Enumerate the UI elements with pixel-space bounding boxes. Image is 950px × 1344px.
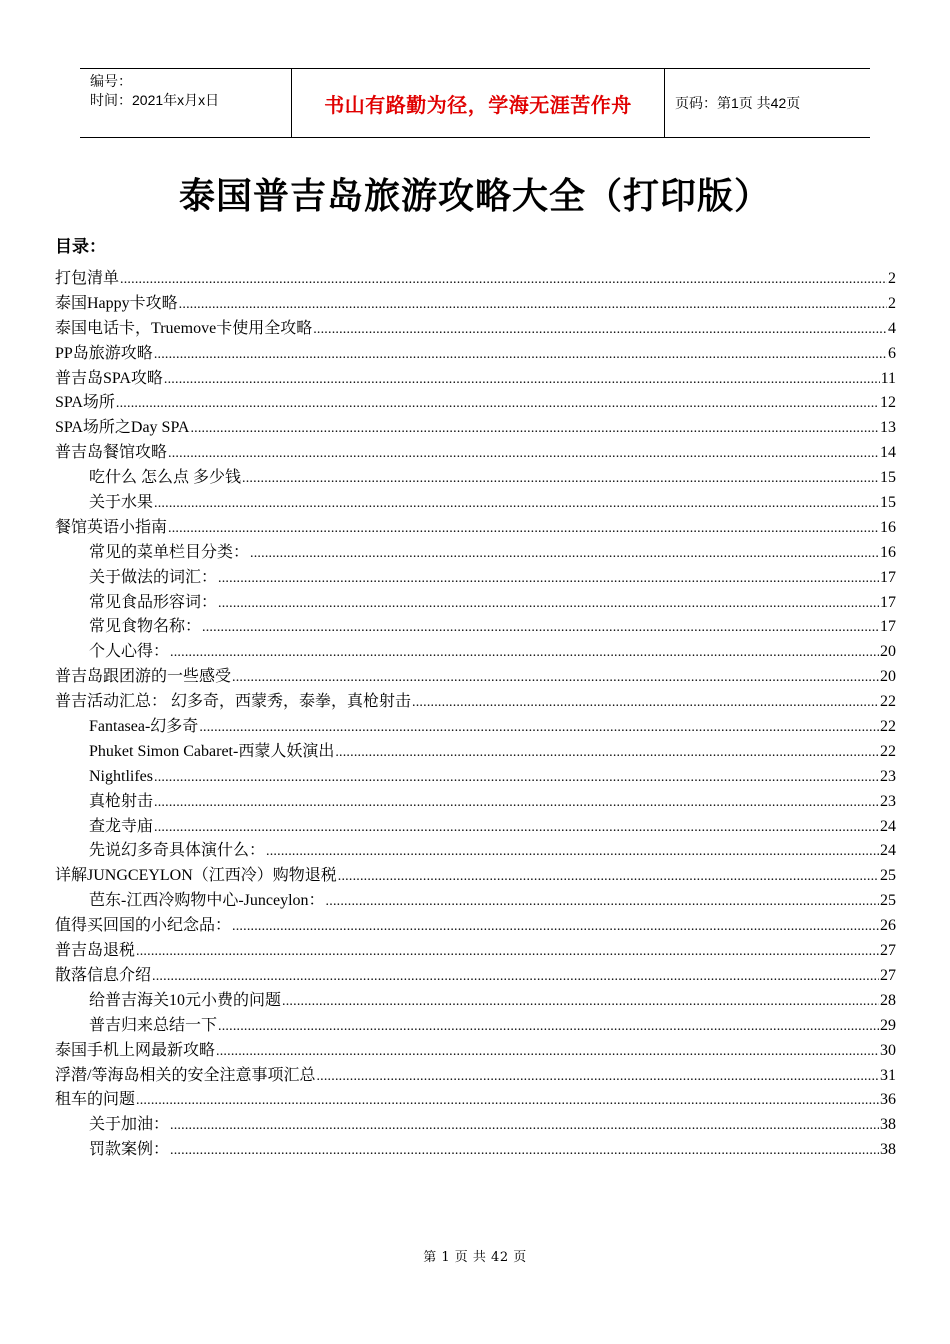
header-motto: 书山有路勤为径，学海无涯苦作舟 <box>292 69 665 137</box>
toc-entry[interactable] <box>55 466 896 491</box>
toc-entry[interactable] <box>55 491 896 516</box>
toc-entry-label: 关于做法的词汇： <box>89 568 218 586</box>
toc-entry-page: 30 <box>880 1041 896 1059</box>
toc-entry-label: 散落信息介绍 <box>55 966 152 984</box>
toc-entry-page: 31 <box>880 1066 896 1084</box>
toc-leader-dots <box>216 1039 879 1064</box>
toc-entry[interactable] <box>55 441 896 466</box>
toc-entry-page: 14 <box>880 444 896 462</box>
toc-leader-dots <box>242 466 879 491</box>
toc-entry-label: 查龙寺庙 <box>89 817 154 835</box>
toc-entry-label: SPA场所之Day SPA <box>55 419 190 437</box>
toc-entry-label: 值得买回国的小纪念品： <box>55 917 232 935</box>
toc-leader-dots <box>168 441 879 466</box>
toc-leader-dots <box>154 790 879 815</box>
toc-entry[interactable] <box>55 964 896 989</box>
toc-entry-page: 25 <box>880 892 896 910</box>
toc-entry-page: 28 <box>880 991 896 1009</box>
toc-leader-dots <box>313 317 887 342</box>
toc-leader-dots <box>136 1088 879 1113</box>
document-title: 泰国普吉岛旅游攻略大全（打印版） <box>178 176 771 217</box>
header-meta <box>80 69 292 137</box>
toc-entry[interactable] <box>55 765 896 790</box>
toc-entry[interactable] <box>55 516 896 541</box>
toc-entry-page: 27 <box>880 942 896 960</box>
toc-entry-page: 17 <box>880 593 896 611</box>
toc-leader-dots <box>412 690 879 715</box>
toc-entry-label: 关于加油： <box>89 1116 170 1134</box>
toc-leader-dots <box>154 765 879 790</box>
toc-entry-page: 11 <box>880 369 896 387</box>
toc-entry[interactable] <box>55 640 896 665</box>
toc-leader-dots <box>250 541 879 566</box>
toc-entry-page: 22 <box>880 693 896 711</box>
toc-entry-label: 普吉岛餐馆攻略 <box>55 444 168 462</box>
toc-entry[interactable] <box>55 1113 896 1138</box>
toc-leader-dots <box>170 640 879 665</box>
toc-entry[interactable] <box>55 367 896 392</box>
number-label: 编号： <box>90 73 132 89</box>
toc-entry[interactable] <box>55 815 896 840</box>
toc-entry[interactable] <box>55 939 896 964</box>
toc-entry[interactable] <box>55 889 896 914</box>
toc-leader-dots <box>266 839 879 864</box>
toc-entry[interactable] <box>55 690 896 715</box>
toc-entry-page: 38 <box>880 1116 896 1134</box>
header-page-info: 页码：第1页 共42页 <box>675 95 801 111</box>
toc-entry-page: 13 <box>880 419 896 437</box>
toc-leader-dots <box>218 1014 879 1039</box>
toc-entry-label: 泰国电话卡，Truemove卡使用全攻略 <box>55 319 313 337</box>
toc-entry-page: 4 <box>888 319 896 337</box>
toc-entry[interactable] <box>55 1138 896 1163</box>
toc-leader-dots <box>218 566 879 591</box>
toc-leader-dots <box>316 1064 879 1089</box>
toc-leader-dots <box>218 591 879 616</box>
toc-entry-label: Nightlifes <box>89 767 153 785</box>
toc-leader-dots <box>116 391 879 416</box>
toc-entry-label: 先说幻多奇具体演什么： <box>89 842 266 860</box>
toc-leader-dots <box>136 939 879 964</box>
toc-entry-page: 12 <box>880 394 896 412</box>
toc-entry-page: 22 <box>880 718 896 736</box>
toc-leader-dots <box>164 367 880 392</box>
toc-entry-label: 租车的问题 <box>55 1091 136 1109</box>
toc-leader-dots <box>202 615 879 640</box>
toc-entry[interactable] <box>55 1039 896 1064</box>
toc-entry-page: 20 <box>880 668 896 686</box>
toc-entry-label: 普吉岛跟团游的一些感受 <box>55 668 232 686</box>
toc-entry[interactable] <box>55 391 896 416</box>
toc-entry-page: 23 <box>880 767 896 785</box>
toc-leader-dots <box>282 989 879 1014</box>
time-label: 时间：2021年x月x日 <box>90 92 220 108</box>
toc-entry-label: PP岛旅游攻略 <box>55 344 153 362</box>
toc-entry[interactable] <box>55 317 896 342</box>
toc-entry-page: 27 <box>880 966 896 984</box>
toc-entry-page: 16 <box>880 518 896 536</box>
toc-entry-label: 给普吉海关10元小费的问题 <box>89 991 282 1009</box>
toc-entry-page: 36 <box>880 1091 896 1109</box>
toc-leader-dots <box>154 342 887 367</box>
toc-leader-dots <box>190 416 879 441</box>
toc-entry[interactable] <box>55 541 896 566</box>
toc-leader-dots <box>199 715 879 740</box>
toc-entry[interactable] <box>55 864 896 889</box>
toc-entry-page: 23 <box>880 792 896 810</box>
toc-entry-page: 16 <box>880 543 896 561</box>
toc-leader-dots <box>154 491 879 516</box>
toc-entry[interactable] <box>55 416 896 441</box>
toc-entry[interactable] <box>55 715 896 740</box>
toc-leader-dots <box>170 1113 879 1138</box>
toc-entry-label: 浮潜/等海岛相关的安全注意事项汇总 <box>55 1066 316 1084</box>
toc-entry[interactable] <box>55 1014 896 1039</box>
toc-leader-dots <box>326 889 879 914</box>
toc-entry-label: 泰国Happy卡攻略 <box>55 294 178 312</box>
toc-entry-page: 25 <box>880 867 896 885</box>
toc-entry-label: 打包清单 <box>55 270 120 287</box>
toc-entry-label: 真枪射击 <box>89 792 154 810</box>
toc-entry[interactable] <box>55 914 896 939</box>
toc-entry[interactable] <box>55 267 896 292</box>
toc-entry[interactable] <box>55 665 896 690</box>
toc-entry-page: 6 <box>888 344 896 362</box>
toc-entry-label: 芭东-江西冷购物中心-Junceylon： <box>89 892 325 910</box>
table-of-contents <box>55 267 896 1163</box>
toc-leader-dots <box>179 292 887 317</box>
toc-entry-label: 普吉归来总结一下 <box>89 1016 218 1034</box>
toc-entry[interactable] <box>55 615 896 640</box>
toc-entry-page: 15 <box>880 494 896 512</box>
toc-entry[interactable] <box>55 790 896 815</box>
toc-entry-page: 26 <box>880 917 896 935</box>
toc-leader-dots <box>232 914 879 939</box>
toc-entry-label: 罚款案例： <box>89 1141 170 1159</box>
toc-entry-label: 泰国手机上网最新攻略 <box>55 1041 216 1059</box>
toc-entry-label: 吃什么 怎么点 多少钱 <box>89 469 242 487</box>
toc-entry[interactable] <box>55 566 896 591</box>
toc-leader-dots <box>120 267 887 292</box>
toc-entry-label: 餐馆英语小指南 <box>55 518 168 536</box>
page-header <box>80 68 870 138</box>
toc-entry[interactable] <box>55 1064 896 1089</box>
toc-entry-page: 24 <box>880 817 896 835</box>
toc-leader-dots <box>335 740 879 765</box>
toc-entry[interactable] <box>55 839 896 864</box>
toc-entry-page: 2 <box>888 270 896 287</box>
toc-entry-label: 常见的菜单栏目分类： <box>89 543 250 561</box>
toc-leader-dots <box>170 1138 879 1163</box>
toc-entry[interactable] <box>55 342 896 367</box>
toc-entry-page: 24 <box>880 842 896 860</box>
toc-entry-label: 普吉岛退税 <box>55 942 136 960</box>
toc-entry[interactable] <box>55 591 896 616</box>
toc-entry[interactable] <box>55 740 896 765</box>
toc-entry-label: 关于水果 <box>89 494 154 512</box>
toc-entry-label: SPA场所 <box>55 394 115 412</box>
toc-heading: 目录： <box>55 237 106 257</box>
toc-entry[interactable] <box>55 292 896 317</box>
toc-entry-label: 详解JUNGCEYLON（江西冷）购物退税 <box>55 867 337 885</box>
toc-entry[interactable] <box>55 1088 896 1113</box>
toc-entry-label: 普吉岛SPA攻略 <box>55 369 163 387</box>
toc-entry-label: Fantasea-幻多奇 <box>89 718 199 736</box>
toc-entry-page: 29 <box>880 1016 896 1034</box>
toc-entry-label: 常见食品形容词： <box>89 593 218 611</box>
toc-entry-page: 22 <box>880 742 896 760</box>
toc-leader-dots <box>168 516 879 541</box>
toc-entry-page: 17 <box>880 618 896 636</box>
toc-entry-page: 20 <box>880 643 896 661</box>
page-footer: 第 1 页 共 42 页 <box>423 1250 527 1265</box>
toc-entry-label: Phuket Simon Cabaret-西蒙人妖演出 <box>89 742 335 760</box>
toc-entry-page: 17 <box>880 568 896 586</box>
toc-entry-page: 38 <box>880 1141 896 1159</box>
toc-entry-label: 普吉活动汇总： 幻多奇，西蒙秀，泰拳，真枪射击 <box>55 693 412 711</box>
toc-entry[interactable] <box>55 989 896 1014</box>
toc-leader-dots <box>232 665 879 690</box>
toc-leader-dots <box>154 815 879 840</box>
toc-leader-dots <box>338 864 879 889</box>
toc-entry-label: 常见食物名称： <box>89 618 202 636</box>
toc-entry-page: 15 <box>880 469 896 487</box>
toc-leader-dots <box>152 964 879 989</box>
toc-entry-page: 2 <box>888 294 896 312</box>
toc-entry-label: 个人心得： <box>89 643 170 661</box>
